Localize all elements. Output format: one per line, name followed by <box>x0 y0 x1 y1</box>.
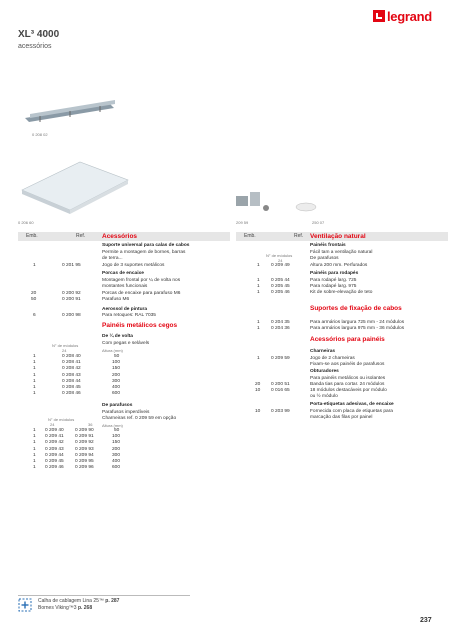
t1-emb: 1 <box>33 360 36 366</box>
table-1 <box>18 354 230 397</box>
b2-desc-2: Parafuso M6 <box>102 297 130 302</box>
b3-desc: Para retoques: RAL 7035 <box>102 313 156 318</box>
b4-title: De ¼ de volta <box>102 334 133 339</box>
c3-desc: Fornecida com placa de etiquetas para <box>310 409 393 414</box>
t1-ref: 0 208 44 <box>62 378 81 384</box>
t2-ref-36: 0 209 90 <box>75 428 94 433</box>
footer-link-2-text: Bornes Viking™3 <box>38 605 77 611</box>
c2-desc-2: 18 módulos destacáveis por módulo <box>310 388 387 393</box>
footer-link-2[interactable] <box>38 605 92 612</box>
b1-line-1: Permite a montagem de bornes, barras <box>102 250 186 255</box>
t1-alt: 50 <box>114 354 120 359</box>
emb-header-right: Emb. <box>244 233 256 239</box>
p2-title: Painéis para rodapés <box>310 271 359 276</box>
p1-desc: Altura 200 mm. Perfurados <box>310 263 368 268</box>
right-section-ventilation: Ventilação natural <box>310 233 366 240</box>
t1-emb: 1 <box>33 378 36 384</box>
t1-alt: 100 <box>112 360 121 366</box>
hinge-image <box>232 188 276 216</box>
footer-link-1-page: p. 287 <box>105 598 120 604</box>
plus-icon-drawing <box>18 598 32 612</box>
t2-ref-36: 0 209 96 <box>75 465 94 471</box>
c2-last: ou ½ módulo <box>310 394 338 399</box>
plus-icon <box>18 598 32 612</box>
c2-ref-1: 0 200 51 <box>271 382 290 387</box>
b2-line-2: montantes funcionais <box>102 284 148 289</box>
p1-line-2: De parafusos <box>310 256 339 261</box>
t1-alt: 200 <box>112 372 121 378</box>
left-section-accessories: Acessórios <box>102 233 138 240</box>
rail-drawing <box>20 96 120 126</box>
c2-emb-2: 10 <box>255 388 261 393</box>
right-section-panel-accessories: Acessórios para painéis <box>310 336 385 343</box>
b3-ref: 0 200 98 <box>62 313 81 318</box>
t1-ref: 0 208 40 <box>62 354 81 359</box>
t1-emb: 1 <box>33 384 36 390</box>
c3-line-2: marcação das filas por painel <box>310 415 373 420</box>
t2-emb: 1 <box>33 434 36 440</box>
t1-ref: 0 208 43 <box>62 372 81 378</box>
emb-header: Emb. <box>26 233 38 239</box>
b3-title: Aerossol de pintura <box>102 307 148 312</box>
c1-emb: 1 <box>257 356 260 361</box>
t2-mod-n-a: 24 <box>50 422 55 427</box>
t2-ref-24: 0 209 44 <box>45 452 64 458</box>
footer-link-1[interactable] <box>38 598 119 605</box>
t2-emb: 1 <box>33 452 36 458</box>
b4-sub: Com pegas e selávels <box>102 341 150 346</box>
page-title: XL³ 4000 <box>18 29 60 40</box>
b1-ref: 0 201 95 <box>62 263 81 268</box>
ref-header-right: Ref. <box>294 233 304 239</box>
page-subtitle: acessórios <box>18 43 52 50</box>
t2-ref-36: 0 209 91 <box>75 434 94 440</box>
t1-emb: 1 <box>33 366 36 372</box>
p1-mod-n: 24 <box>278 258 283 263</box>
t1-ref: 0 208 46 <box>62 391 81 397</box>
t2-emb: 1 <box>33 428 36 433</box>
table-2 <box>18 428 230 471</box>
t1-mod-head: N° de módulos <box>52 343 79 348</box>
footer-link-1-text: Calha de cablagem Lina 25™ <box>38 598 104 604</box>
hinge-drawing <box>232 188 276 216</box>
b2-emb-1: 20 <box>31 291 37 296</box>
t1-alt: 150 <box>112 366 121 372</box>
p2-emb-3: 1 <box>257 290 260 295</box>
b5-line-1: Parafusos imperdíveis <box>102 410 150 415</box>
rail-image <box>20 96 120 126</box>
p2-emb-2: 1 <box>257 284 260 289</box>
t2-alt: 600 <box>112 465 121 471</box>
t1-alt: 300 <box>112 378 121 384</box>
s2-emb-1: 1 <box>257 320 260 325</box>
t1-alt: 600 <box>112 391 121 397</box>
b1-title: Suporte universal para calas de cabos <box>102 243 190 248</box>
t1-mod-n: 24 <box>62 348 67 353</box>
c1-title: Charneiras <box>310 349 336 354</box>
b5-line-2: Charneiras ref. 0 209 59 em opção <box>102 416 177 421</box>
t2-alt: 300 <box>112 452 121 458</box>
p2-desc-1: Para rodapé larg. 725 <box>310 278 357 283</box>
s2-ref-1: 0 204 35 <box>271 320 290 325</box>
s2-desc-2: Para armários largura 975 mm - 36 módulos <box>310 326 405 331</box>
t2-emb: 1 <box>33 465 36 471</box>
b1-emb: 1 <box>33 263 36 268</box>
t2-alt: 400 <box>112 458 121 464</box>
logo-mark-icon <box>373 10 385 22</box>
table-1-row <box>18 391 230 397</box>
t2-alt-head: Altura (mm) <box>102 423 123 428</box>
t2-ref-24: 0 209 43 <box>45 446 64 452</box>
panel-image <box>20 160 130 216</box>
t2-emb: 1 <box>33 440 36 446</box>
t1-emb: 1 <box>33 391 36 397</box>
t2-mod-head: N° de módulos <box>48 417 75 422</box>
image-ref-3: 209 59 <box>236 220 249 225</box>
c3-emb: 10 <box>255 409 261 414</box>
c3-title: Porta-etiquetas adesivas, de encaixe <box>310 402 394 407</box>
t2-ref-24: 0 209 42 <box>45 440 64 446</box>
p1-mod-head: N° de módulos <box>266 253 293 258</box>
c1-ref: 0 209 59 <box>271 356 290 361</box>
c2-emb-1: 20 <box>255 382 261 387</box>
b1-desc: Jogo de 3 suportes metálicos <box>102 263 165 268</box>
logo-text: legrand <box>387 8 432 24</box>
p2-ref-3: 0 205 46 <box>271 290 290 295</box>
b2-ref-2: 0 200 91 <box>62 297 81 302</box>
c2-title: Obturadores <box>310 369 339 374</box>
right-section-cable-supports: Suportes de fixação de cabos <box>310 305 402 312</box>
p2-emb-1: 1 <box>257 278 260 283</box>
c2-line-1: Para painéis metálicos ou isolantes <box>310 376 386 381</box>
c2-ref-2: 0 016 65 <box>271 388 290 393</box>
t1-emb: 1 <box>33 354 36 359</box>
cap-drawing <box>288 200 318 214</box>
t2-ref-36: 0 209 93 <box>75 446 94 452</box>
t1-emb: 1 <box>33 372 36 378</box>
left-section-blank-panels: Painéis metálicos cegos <box>102 322 178 329</box>
footer-link-2-page: p. 268 <box>77 605 93 611</box>
t1-alt-head: Altura (mm) <box>102 348 123 353</box>
page-number: 237 <box>420 617 432 624</box>
b2-desc-1: Porcas de encaixe para parafuso M6 <box>102 291 181 296</box>
b3-emb: 6 <box>33 313 36 318</box>
t2-ref-36: 0 209 95 <box>75 458 94 464</box>
b1-line-2: de terra... <box>102 256 123 261</box>
image-ref-2: 0 206 60 <box>18 220 34 225</box>
t2-ref-24: 0 209 46 <box>45 465 64 471</box>
legrand-logo <box>373 8 432 24</box>
p2-ref-2: 0 205 45 <box>271 284 290 289</box>
t1-alt: 400 <box>112 384 121 390</box>
image-ref-4: 250 07 <box>312 220 325 225</box>
panel-drawing <box>20 160 130 216</box>
t2-ref-36: 0 209 94 <box>75 452 94 458</box>
image-ref-1: 0 208 02 <box>32 132 48 137</box>
s2-emb-2: 1 <box>257 326 260 331</box>
b2-ref-1: 0 200 92 <box>62 291 81 296</box>
b2-emb-2: 50 <box>31 297 37 302</box>
footer-divider <box>18 595 190 596</box>
t2-ref-24: 0 209 45 <box>45 458 64 464</box>
ref-header: Ref. <box>76 233 86 239</box>
t2-ref-36: 0 209 92 <box>75 440 94 446</box>
b2-title: Porcas de encaixe <box>102 271 144 276</box>
c1-desc: Jogo de 2 charneiras <box>310 356 355 361</box>
t2-alt: 150 <box>112 440 121 446</box>
t2-alt: 200 <box>112 446 121 452</box>
p1-ref: 0 209 49 <box>271 263 290 268</box>
t1-ref: 0 208 42 <box>62 366 81 372</box>
s2-ref-2: 0 204 36 <box>271 326 290 331</box>
p1-line-1: Fácil tam a ventilação natural <box>310 250 373 255</box>
c3-ref: 0 203 99 <box>271 409 290 414</box>
cap-image <box>288 200 318 214</box>
p1-title: Painéis frontais <box>310 243 346 248</box>
b2-line-1: Montagem frontal por ¼ de volta nos <box>102 278 181 283</box>
table-2-row <box>18 465 230 471</box>
p2-ref-1: 0 205 44 <box>271 278 290 283</box>
t2-emb: 1 <box>33 458 36 464</box>
t1-ref: 0 208 45 <box>62 384 81 390</box>
c1-line-2: Fixam-se aos painéis de parafusos <box>310 362 385 367</box>
p2-desc-3: Kit de sobre-elevação de teto <box>310 290 373 295</box>
b5-title: De parafusos <box>102 403 133 408</box>
t1-ref: 0 208 41 <box>62 360 81 366</box>
c2-desc-1: Banda tias para cortar. 24 módulos <box>310 382 385 387</box>
s2-desc-1: Para armários largura 725 mm - 24 módulos <box>310 320 405 325</box>
p1-emb: 1 <box>257 263 260 268</box>
t2-emb: 1 <box>33 446 36 452</box>
t2-ref-24: 0 209 40 <box>45 428 64 433</box>
t2-ref-24: 0 209 41 <box>45 434 64 440</box>
t2-mod-n-b: 36 <box>88 422 93 427</box>
t2-alt: 100 <box>112 434 121 440</box>
p2-desc-2: Para rodapé larg. 975 <box>310 284 357 289</box>
t2-alt: 50 <box>114 428 120 433</box>
